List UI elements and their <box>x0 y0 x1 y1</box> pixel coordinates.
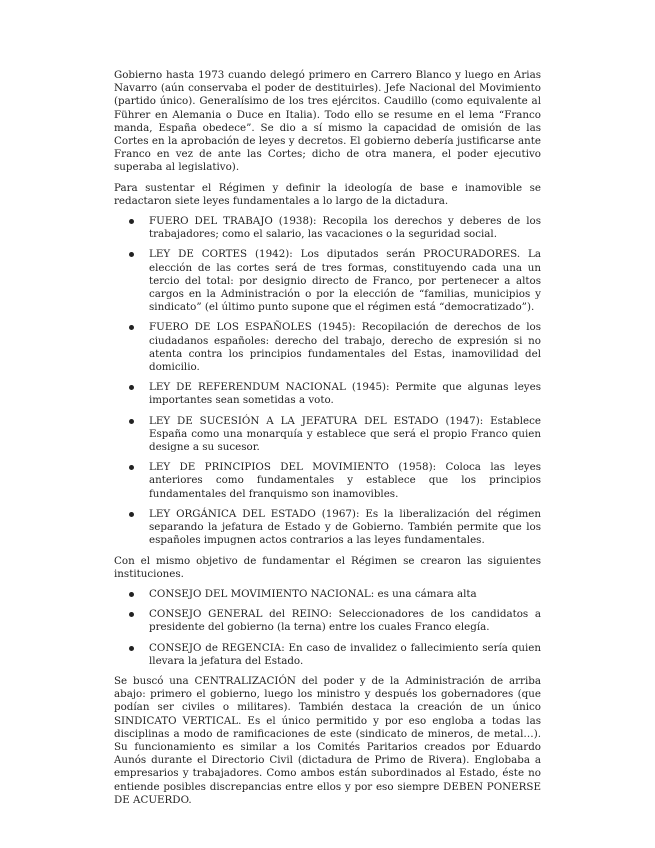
bullet-icon <box>129 419 134 424</box>
bullet-icon <box>129 325 134 330</box>
bullet-icon <box>129 646 134 651</box>
list-item-text: LEY DE PRINCIPIOS DEL MOVIMIENTO (1958): Coloca las leyes anteriores como fundamentales y establece que los principios fundamentales del franquismo son inamovibles. <box>149 461 541 500</box>
bullet-icon <box>129 219 134 224</box>
bullet-icon <box>129 512 134 517</box>
paragraph-laws-intro: Para sustentar el Régimen y definir la ideología de base e inamovible se redactaron siete leyes fundamentales a lo largo de la dictadura. <box>114 181 541 207</box>
list-item-text: LEY DE CORTES (1942): Los diputados serán PROCURADORES. La elección de las cortes será de tres formas, constituyendo cada una un tercio del total: por designio directo de Franco, por pertenecer a altos cargos en la Administración o por la elección de “familias, municipios y sindicato” (el último punto supone que el régimen está “democratizado”). <box>149 248 541 314</box>
list-item <box>114 642 541 668</box>
bullet-icon <box>129 385 134 390</box>
list-item-text: FUERO DEL TRABAJO (1938): Recopila los derechos y deberes de los trabajadores; como el salario, las vacaciones o la seguridad social. <box>149 215 541 241</box>
bullet-icon <box>129 252 134 257</box>
list-item <box>114 608 541 634</box>
list-item <box>114 588 541 601</box>
paragraph-institutions-intro: Con el mismo objetivo de fundamentar el Régimen se crearon las siguientes instituciones. <box>114 554 541 580</box>
bullet-icon <box>129 612 134 617</box>
list-item-text: CONSEJO de REGENCIA: En caso de invalidez o fallecimiento sería quien llevara la jefatura del Estado. <box>149 641 541 667</box>
list-item-text: CONSEJO DEL MOVIMIENTO NACIONAL: es una cámara alta <box>149 587 477 600</box>
list-item <box>114 415 541 455</box>
list-item <box>114 215 541 241</box>
list-item-text: LEY ORGÁNICA DEL ESTADO (1967): Es la liberalización del régimen separando la jefatura de Estado y de Gobierno. También permite que los españoles impugnen actos contrarios a las leyes fundamentales. <box>149 507 541 547</box>
institutions-list <box>114 588 541 668</box>
list-item-text: LEY DE REFERENDUM NACIONAL (1945): Permite que algunas leyes importantes sean sometidas a voto. <box>149 381 541 407</box>
list-item <box>114 508 541 548</box>
list-item-text: CONSEJO GENERAL del REINO: Seleccionadores de los candidatos a presidente del gobierno (la terna) entre los cuales Franco elegía. <box>149 608 541 634</box>
list-item-text: FUERO DE LOS ESPAÑOLES (1945): Recopilación de derechos de los ciudadanos españoles: derecho del trabajo, derecho de expresión si no atenta contra los principios fundamentales del Estas, inamovilidad del domicilio. <box>149 321 541 374</box>
list-item-text: LEY DE SUCESIÓN A LA JEFATURA DEL ESTADO (1947): Establece España como una monarquía y establece que será el propio Franco quien designe a su sucesor. <box>149 414 541 454</box>
list-item <box>114 248 541 314</box>
fundamental-laws-list <box>114 215 541 547</box>
paragraph-franco-powers: Gobierno hasta 1973 cuando delegó primero en Carrero Blanco y luego en Arias Navarro (aún conservaba el poder de destituirles). Jefe Nacional del Movimiento (partido único). Generalísimo de los tres ejércitos. Caudillo (como equivalente al Führer en Alemania o Duce en Italia). Todo ello se resume en el lema “Franco manda, España obedece”. Se dio a sí mismo la capacidad de omisión de las Cortes en la aprobación de leyes y decretos. El gobierno debería justificarse ante Franco en vez de ante las Cortes; dicho de otra manera, el poder ejecutivo superaba al legislativo). <box>114 69 541 174</box>
list-item <box>114 321 541 374</box>
list-item <box>114 461 541 501</box>
bullet-icon <box>129 592 134 597</box>
list-item <box>114 381 541 407</box>
bullet-icon <box>129 465 134 470</box>
paragraph-centralization: Se buscó una CENTRALIZACIÓN del poder y de la Administración de arriba abajo: primero el gobierno, luego los ministro y después los gobernadores (que podían ser civiles o militares). También destaca la creación de un único SINDICATO VERTICAL. Es el único permitido y por eso engloba a todas las disciplinas a modo de ramificaciones de este (sindicato de mineros, de metal…). Su funcionamiento es similar a los Comités Paritarios creados por Eduardo Aunós durante el Directorio Civil (dictadura de Primo de Rivera). Englobaba a empresarios y trabajadores. Como ambos están subordinados al Estado, éste no entiende posibles discrepancias entre ellos y por eso siempre DEBEN PONERSE DE ACUERDO. <box>114 674 541 806</box>
